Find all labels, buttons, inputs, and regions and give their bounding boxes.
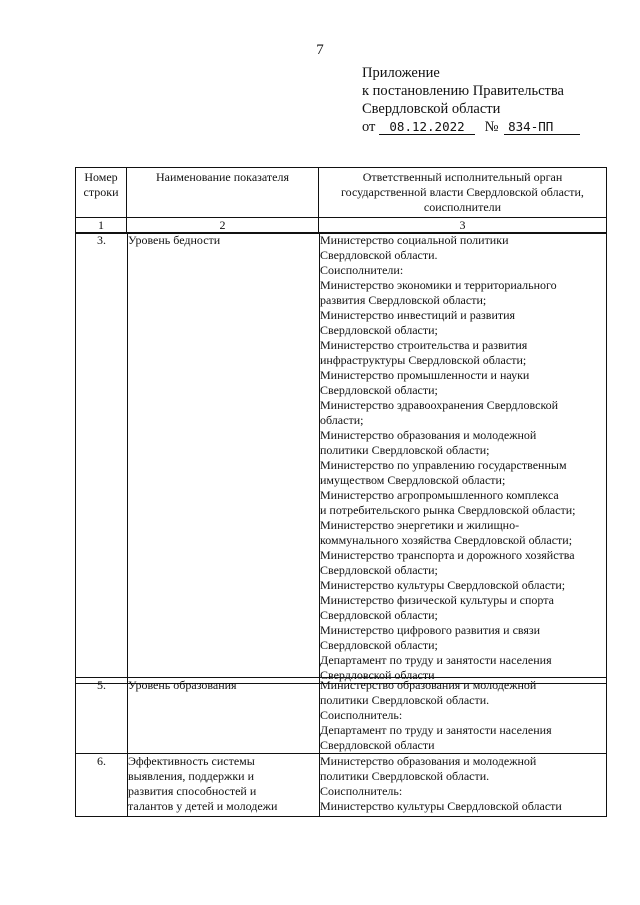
responsible-body-line: области; [320,413,364,427]
responsible-body-line: коммунального хозяйства Свердловской области; [320,533,573,547]
responsible-body-line: Министерство агропромышленного комплекса [320,488,559,502]
appendix-decree-line: к постановлению Правительства [362,83,564,99]
responsible-body-line: Министерство физической культуры и спорта [320,593,554,607]
indicator-name-line: Эффективность системы [128,754,255,768]
indicator-name-line: выявления, поддержки и [128,769,255,783]
responsible-body-line: Министерство здравоохранения Свердловской [320,398,559,412]
responsible-body-line: Свердловской области [320,738,435,752]
responsible-bodies [320,754,607,817]
header-responsible-body [319,168,607,218]
responsible-body-line: Департамент по труду и занятости населения [320,653,552,667]
row-number: 3. [76,233,128,684]
row-number: 5. [76,678,128,754]
appendix-title: Приложение [362,65,440,81]
header-responsible-line: соисполнители [423,200,502,214]
responsible-body-line: Министерство экономики и территориального [320,278,557,292]
responsible-body-line: Соисполнители: [320,263,404,277]
header-row-number-line: строки [83,185,119,199]
responsible-body-line: Министерство образования и молодежной [320,754,537,768]
responsible-body-line: Министерство культуры Свердловской области; [320,578,566,592]
decree-date: 08.12.2022 [379,120,475,135]
responsible-body-line: и потребительского рынка Свердловской области; [320,503,576,517]
indicator-name [128,754,320,817]
responsible-body-line: Свердловской области; [320,323,438,337]
decree-number: 834-ПП [504,120,580,135]
appendix-block [362,64,580,136]
responsible-body-line: Министерство промышленности и науки [320,368,530,382]
appendix-date-number-line [362,118,580,136]
responsible-body-line: Министерство инвестиций и развития [320,308,516,322]
indicator-name-line: развития способностей и [128,784,257,798]
table-header-row [76,168,607,218]
responsible-body-line: политики Свердловской области. [320,769,490,783]
responsible-bodies [320,678,607,754]
indicator-name-line: талантов у детей и молодежи [128,799,278,813]
responsible-body-line: инфраструктуры Свердловской области; [320,353,527,367]
number-label: № [484,119,499,135]
header-row-number [76,168,127,218]
indicator-table-page-part1 [75,167,607,234]
responsible-body-line: Свердловской области. [320,248,438,262]
column-index: 2 [127,218,319,234]
indicator-table-row-3 [75,232,607,684]
appendix-region-line: Свердловской области [362,101,501,117]
header-row-number-line: Номер [84,170,118,184]
responsible-body-line: Министерство строительства и развития [320,338,528,352]
responsible-body-line: Свердловской области; [320,383,438,397]
responsible-body-line: Министерство транспорта и дорожного хозяйства [320,548,575,562]
responsible-body-line: Свердловской области; [320,608,438,622]
responsible-body-line: Министерство образования и молодежной [320,678,537,692]
responsible-bodies [320,233,607,684]
responsible-body-line: Соисполнитель: [320,708,403,722]
row-number: 6. [76,754,128,817]
indicator-name [128,678,320,754]
responsible-body-line: имуществом Свердловской области; [320,473,506,487]
table-row [76,678,607,754]
responsible-body-line: Министерство образования и молодежной [320,428,537,442]
responsible-body-line: развития Свердловской области; [320,293,487,307]
responsible-body-line: Свердловской области [320,668,435,682]
from-label: от [362,119,376,135]
responsible-body-line: политики Свердловской области; [320,443,490,457]
header-responsible-line: Ответственный исполнительный орган [362,170,563,184]
responsible-body-line: Министерство по управлению государственным [320,458,567,472]
header-indicator-name: Наименование показателя [127,168,319,218]
indicator-name-line: Уровень образования [128,678,237,692]
responsible-body-line: Министерство цифрового развития и связи [320,623,541,637]
header-responsible-line: государственной власти Свердловской области, [341,185,584,199]
responsible-body-line: Департамент по труду и занятости населения [320,723,552,737]
responsible-body-line: политики Свердловской области. [320,693,490,707]
responsible-body-line: Соисполнитель: [320,784,403,798]
page-number: 7 [316,42,324,58]
indicator-table-rows-5-6 [75,677,607,817]
column-index: 3 [319,218,607,234]
table-row [76,754,607,817]
indicator-name [128,233,320,684]
responsible-body-line: Министерство культуры Свердловской области [320,799,562,813]
column-index: 1 [76,218,127,234]
responsible-body-line: Министерство социальной политики [320,233,509,247]
responsible-body-line: Свердловской области; [320,638,438,652]
responsible-body-line: Свердловской области; [320,563,438,577]
responsible-body-line: Министерство энергетики и жилищно- [320,518,520,532]
indicator-name-line: Уровень бедности [128,233,221,247]
table-row [76,233,607,684]
